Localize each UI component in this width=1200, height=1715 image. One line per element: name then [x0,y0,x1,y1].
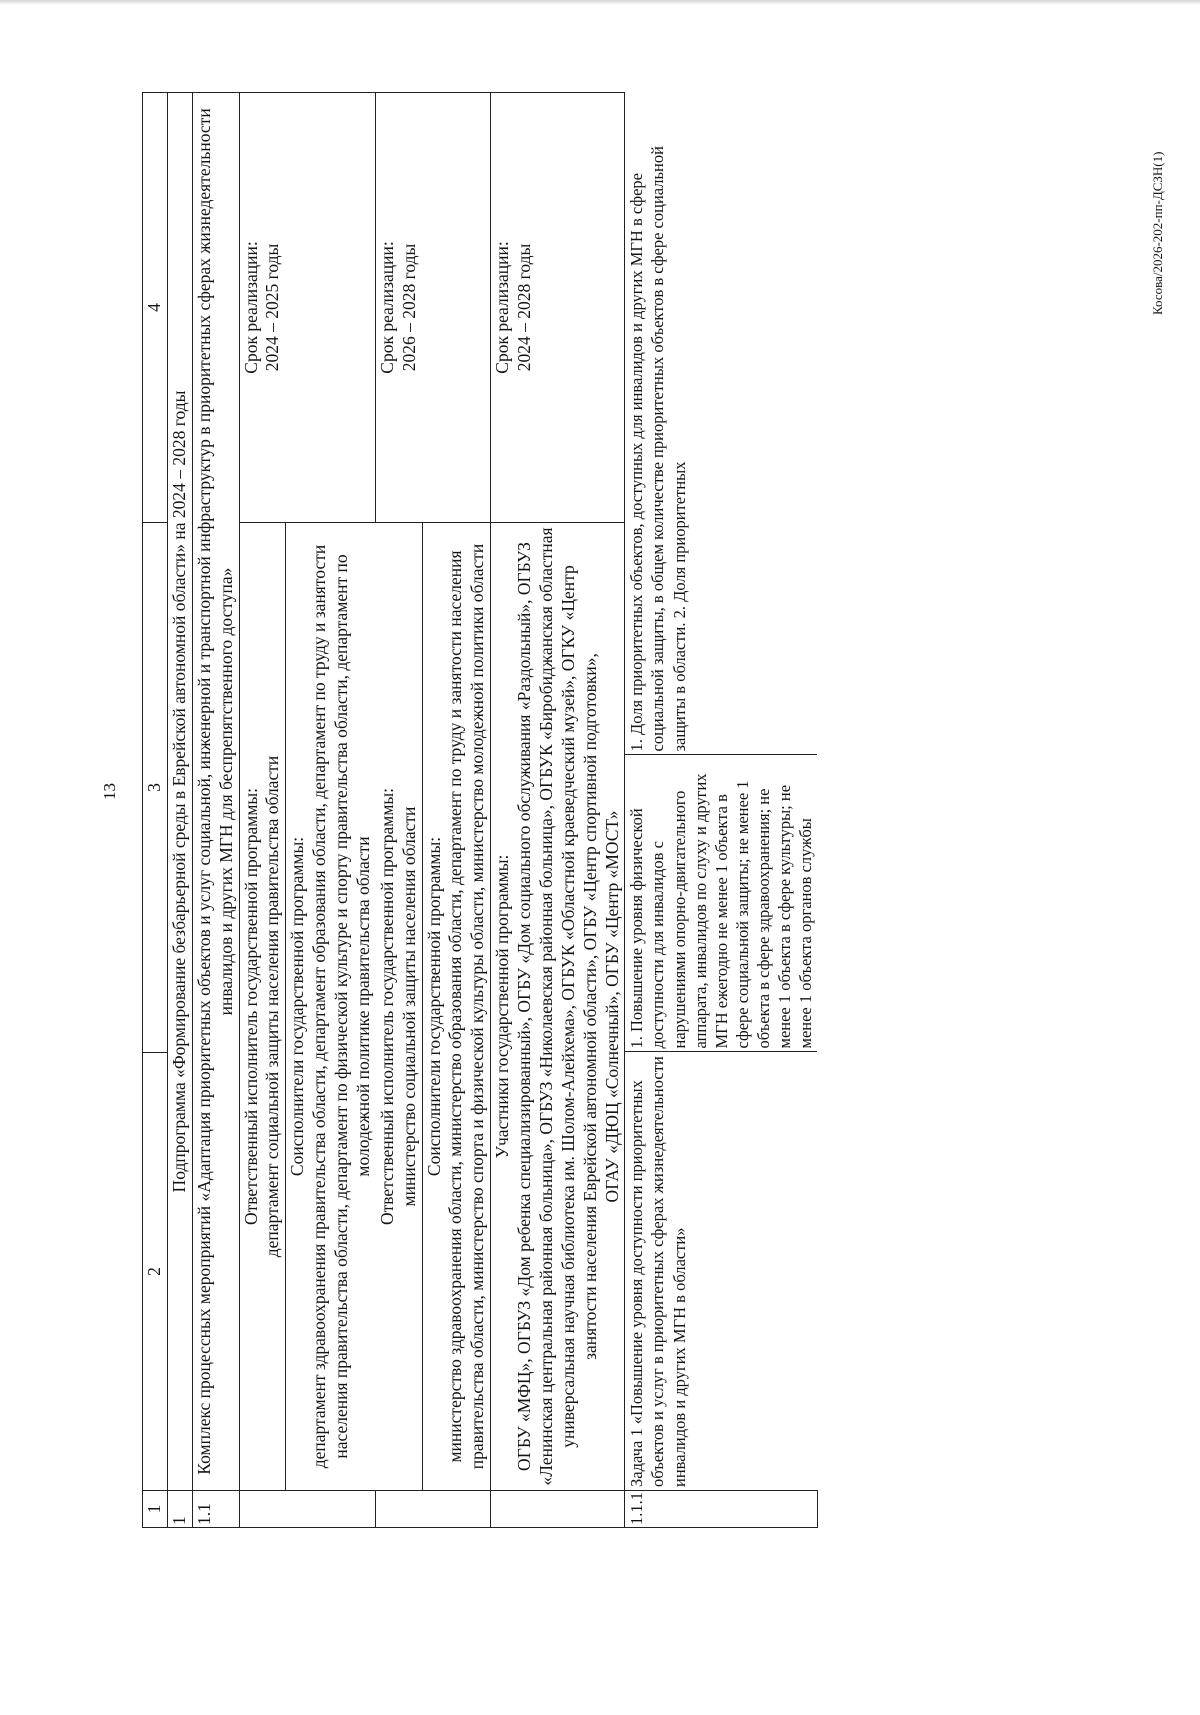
header-col-3: 3 [143,523,168,1053]
task-row [625,93,817,1528]
co-executors-label: Соисполнители государственной программы: [287,836,308,1177]
responsible-label: Ответственный исполнитель государственной программы: [376,787,397,1226]
complex-title: Комплекс процессных мероприятий «Адаптация приоритетных объектов и услуг социальной, инженерной и транспортной инфраструктур в приоритетных сферах жизнедеятельности инвалидов и других МГН для беспрепятственного доступа» [192,93,239,1491]
block-2024-2025 [239,93,376,1528]
responsible-value: департамент социальной защиты населения правительства области [262,755,283,1258]
term-label: Срок реализации: [492,241,513,374]
program-table [142,92,818,1528]
responsible-value: министерство социальной защиты населения области [398,806,419,1207]
term-label: Срок реализации: [240,241,261,374]
responsible-executor-cell [376,523,422,1490]
scan-edge [0,0,1200,5]
page-number: 13 [100,783,119,800]
subprogram-row [167,93,192,1528]
task-number: 1.1.1 [625,1491,817,1528]
header-col-2: 2 [143,1053,168,1491]
subprogram-number: 1 [167,1491,192,1528]
co-executors-cell [286,523,376,1490]
term-value: 2026 – 2028 годы [399,243,420,372]
participants-row [491,93,625,1528]
participants-cell [491,523,625,1491]
executors-2026-2028 [376,523,491,1491]
term-cell-2024-2025 [239,93,376,523]
empty-number-cell [239,1491,376,1528]
executors-2024-2025 [239,523,376,1491]
complex-row [192,93,239,1528]
executors-subtable [240,523,376,1490]
task-indicators: 1. Доля приоритетных объектов, доступных для инвалидов и других МГН в сфере социальной защиты, в общем количестве приоритетных объектов в сфере социальной защиты в области. 2. Доля приоритетных [625,93,817,756]
participants-term-cell [491,93,625,523]
empty-number-cell [491,1491,625,1528]
block-2026-2028 [376,93,491,1528]
participants-label: Участники государственной программы: [492,854,513,1159]
responsible-executor-cell [240,523,286,1490]
header-row [143,93,168,1528]
term-value: 2024 – 2028 годы [514,243,534,372]
task-description: Задача 1 «Повышение уровня доступности приоритетных объектов и услуг в приоритетных сферах жизнедеятельности инвалидов и других МГН в области» [627,1056,689,1487]
task-result: 1. Повышение уровня физической доступности для инвалидов с нарушениями опорно-двигательного аппарата, инвалидов по слуху и других МГН ежегодно не менее 1 объекта в сфере социальной защиты; не менее 1 объекта в сфере здравоохранения; не менее 1 объекта в сфере культуры; не менее 1 объекта органов службы [625,755,817,1052]
co-executors-value: министерство здравоохранения области, министерство образования области, департамент по труду и занятости населения правительства области, министерство спорта и физической культуры области, министерство молодежной политики области [445,543,488,1470]
executors-subtable [376,523,490,1490]
participants-value-last: ОГАУ «ДЮЦ «Солнечный», ОГБУ «Центр «МОСТ» [601,810,622,1203]
term-value: 2024 – 2025 годы [262,243,283,372]
header-col-4: 4 [143,93,168,523]
document-code: Косова/2026-202-пп-ДСЗН(1) [1150,151,1165,315]
empty-number-cell [376,1491,491,1528]
term-cell-2026-2028 [376,93,491,523]
participants-value: ОГБУ «МФЦ», ОГБУЗ «Дом ребенка специализированный», ОГБУ «Дом социального обслуживания «Раздольный», ОГБУЗ «Ленинская центральная районная больница», ОГБУЗ «Николаевская районная больница», ОГБУК «Биробиджанская областная универсальная научная библиотека им. Шолом-Алейхема», ОГБУК «Областной краеведческий музей», ОГКУ «Центр занятости населения Еврейской автономной области», ОГБУ «Центр спортивной подготовки», [514,527,600,1486]
co-executors-cell [422,523,490,1490]
co-executors-label: Соисполнители государственной программы: [423,836,444,1177]
program-table-rotated [142,93,1022,1528]
co-executors-value: департамент здравоохранения правительства области, департамент образования области, департамент по труду и занятости населения правительства области, департамент по физической культуре и спорту правительства области, департамент по молодежной политике правительства области [309,544,373,1469]
task-subtable [625,93,817,1491]
task-cells [625,93,817,1491]
term-label: Срок реализации: [377,241,398,374]
subprogram-title: Подпрограмма «Формирование безбарьерной среды в Еврейской автономной области» на 2024 – 2028 годы [167,93,192,1491]
complex-number: 1.1 [192,1491,239,1528]
responsible-label: Ответственный исполнитель государственной программы: [240,787,261,1226]
header-col-1: 1 [143,1491,168,1528]
